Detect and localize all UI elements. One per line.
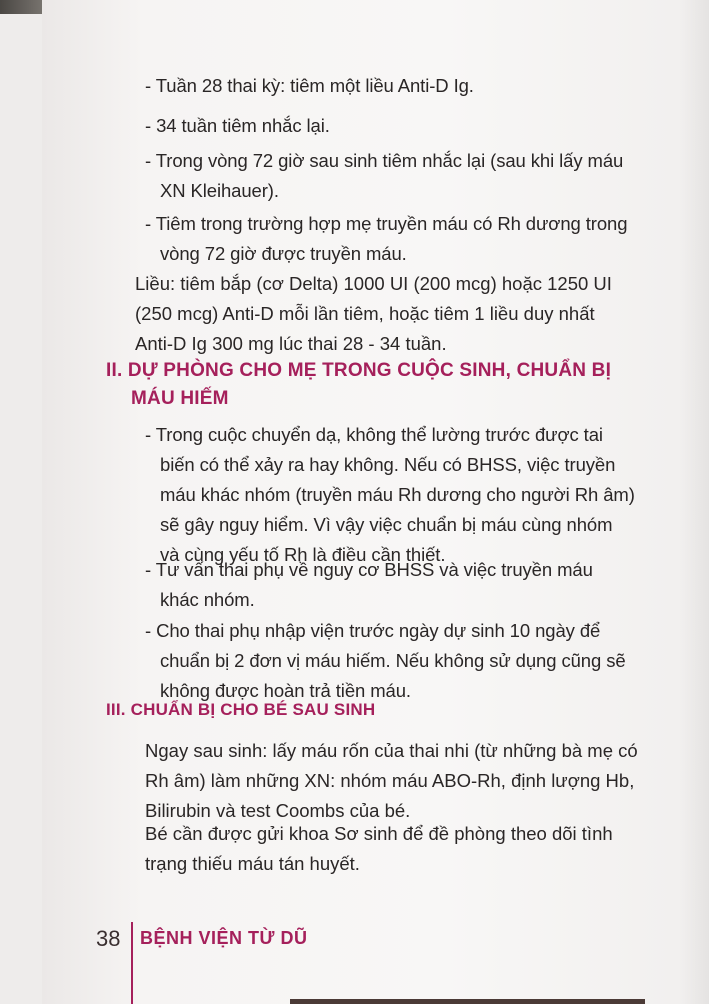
list-item [145,420,635,570]
section-heading-2 [106,357,611,413]
list-item-line: sẽ gây nguy hiểm. Vì vậy việc chuẩn bị máu cùng nhóm [160,514,613,535]
paragraph-line: Bé cần được gửi khoa Sơ sinh để đề phòng theo dõi tình [145,823,613,844]
list-item-line: - Tuần 28 thai kỳ: tiêm một liều Anti-D Ig. [145,75,474,96]
list-item-line: khác nhóm. [160,589,255,610]
paragraph-line: Ngay sau sinh: lấy máu rốn của thai nhi (từ những bà mẹ có [145,740,638,761]
paragraph-line: Rh âm) làm những XN: nhóm máu ABO-Rh, định lượng Hb, [145,770,635,791]
heading-line: MÁU HIẾM [131,388,229,409]
list-item [145,146,623,206]
list-item-line: - 34 tuần tiêm nhắc lại. [145,115,330,136]
list-item-line: - Trong vòng 72 giờ sau sinh tiêm nhắc lại (sau khi lấy máu [145,150,624,171]
page-content [42,0,709,1004]
footer-divider [131,922,133,1004]
book-page [42,0,709,1004]
paragraph [145,736,638,826]
page-number: 38 [96,926,121,951]
paragraph [145,819,613,879]
list-item [145,209,627,269]
list-item [145,111,330,141]
list-item-line: biến có thể xảy ra hay không. Nếu có BHSS, việc truyền [160,454,616,475]
list-item-line: máu khác nhóm (truyền máu Rh dương cho người Rh âm) [160,484,635,505]
paragraph-line: Bilirubin và test Coombs của bé. [145,800,411,821]
list-item-line: - Trong cuộc chuyển dạ, không thể lường trước được tai [145,424,603,445]
list-item-line: XN Kleihauer). [160,180,279,201]
list-item [145,555,593,615]
section-heading-3: III. CHUẨN BỊ CHO BÉ SAU SINH [106,700,376,719]
list-item [145,71,474,101]
dosage-line: Liều: tiêm bắp (cơ Delta) 1000 UI (200 mcg) hoặc 1250 UI [135,273,612,294]
dosage-line: (250 mcg) Anti-D mỗi lần tiêm, hoặc tiêm 1 liều duy nhất [135,303,595,324]
list-item [145,616,626,706]
paragraph-line: trạng thiếu máu tán huyết. [145,853,360,874]
dosage-line: Anti-D Ig 300 mg lúc thai 28 - 34 tuần. [135,333,447,354]
heading-line: II. DỰ PHÒNG CHO MẸ TRONG CUỘC SINH, CHUẨN BỊ [106,360,612,381]
page-edge-shadow [679,0,709,1004]
list-item-line: không được hoàn trả tiền máu. [160,680,411,701]
list-item-line: - Tư vấn thai phụ về nguy cơ BHSS và việc truyền máu [145,559,593,580]
list-item-line: - Tiêm trong trường hợp mẹ truyền máu có Rh dương trong [145,213,628,234]
list-item-line: - Cho thai phụ nhập viện trước ngày dự sinh 10 ngày để [145,620,601,641]
list-item-line: vòng 72 giờ được truyền máu. [160,243,407,264]
dosage-paragraph [135,269,612,359]
footer-title: BỆNH VIỆN TỪ DŨ [140,928,308,948]
list-item-line: và cùng yếu tố Rh là điều cần thiết. [160,544,446,565]
list-item-line: chuẩn bị 2 đơn vị máu hiếm. Nếu không sử dụng cũng sẽ [160,650,626,671]
page-bottom-edge [290,999,645,1004]
